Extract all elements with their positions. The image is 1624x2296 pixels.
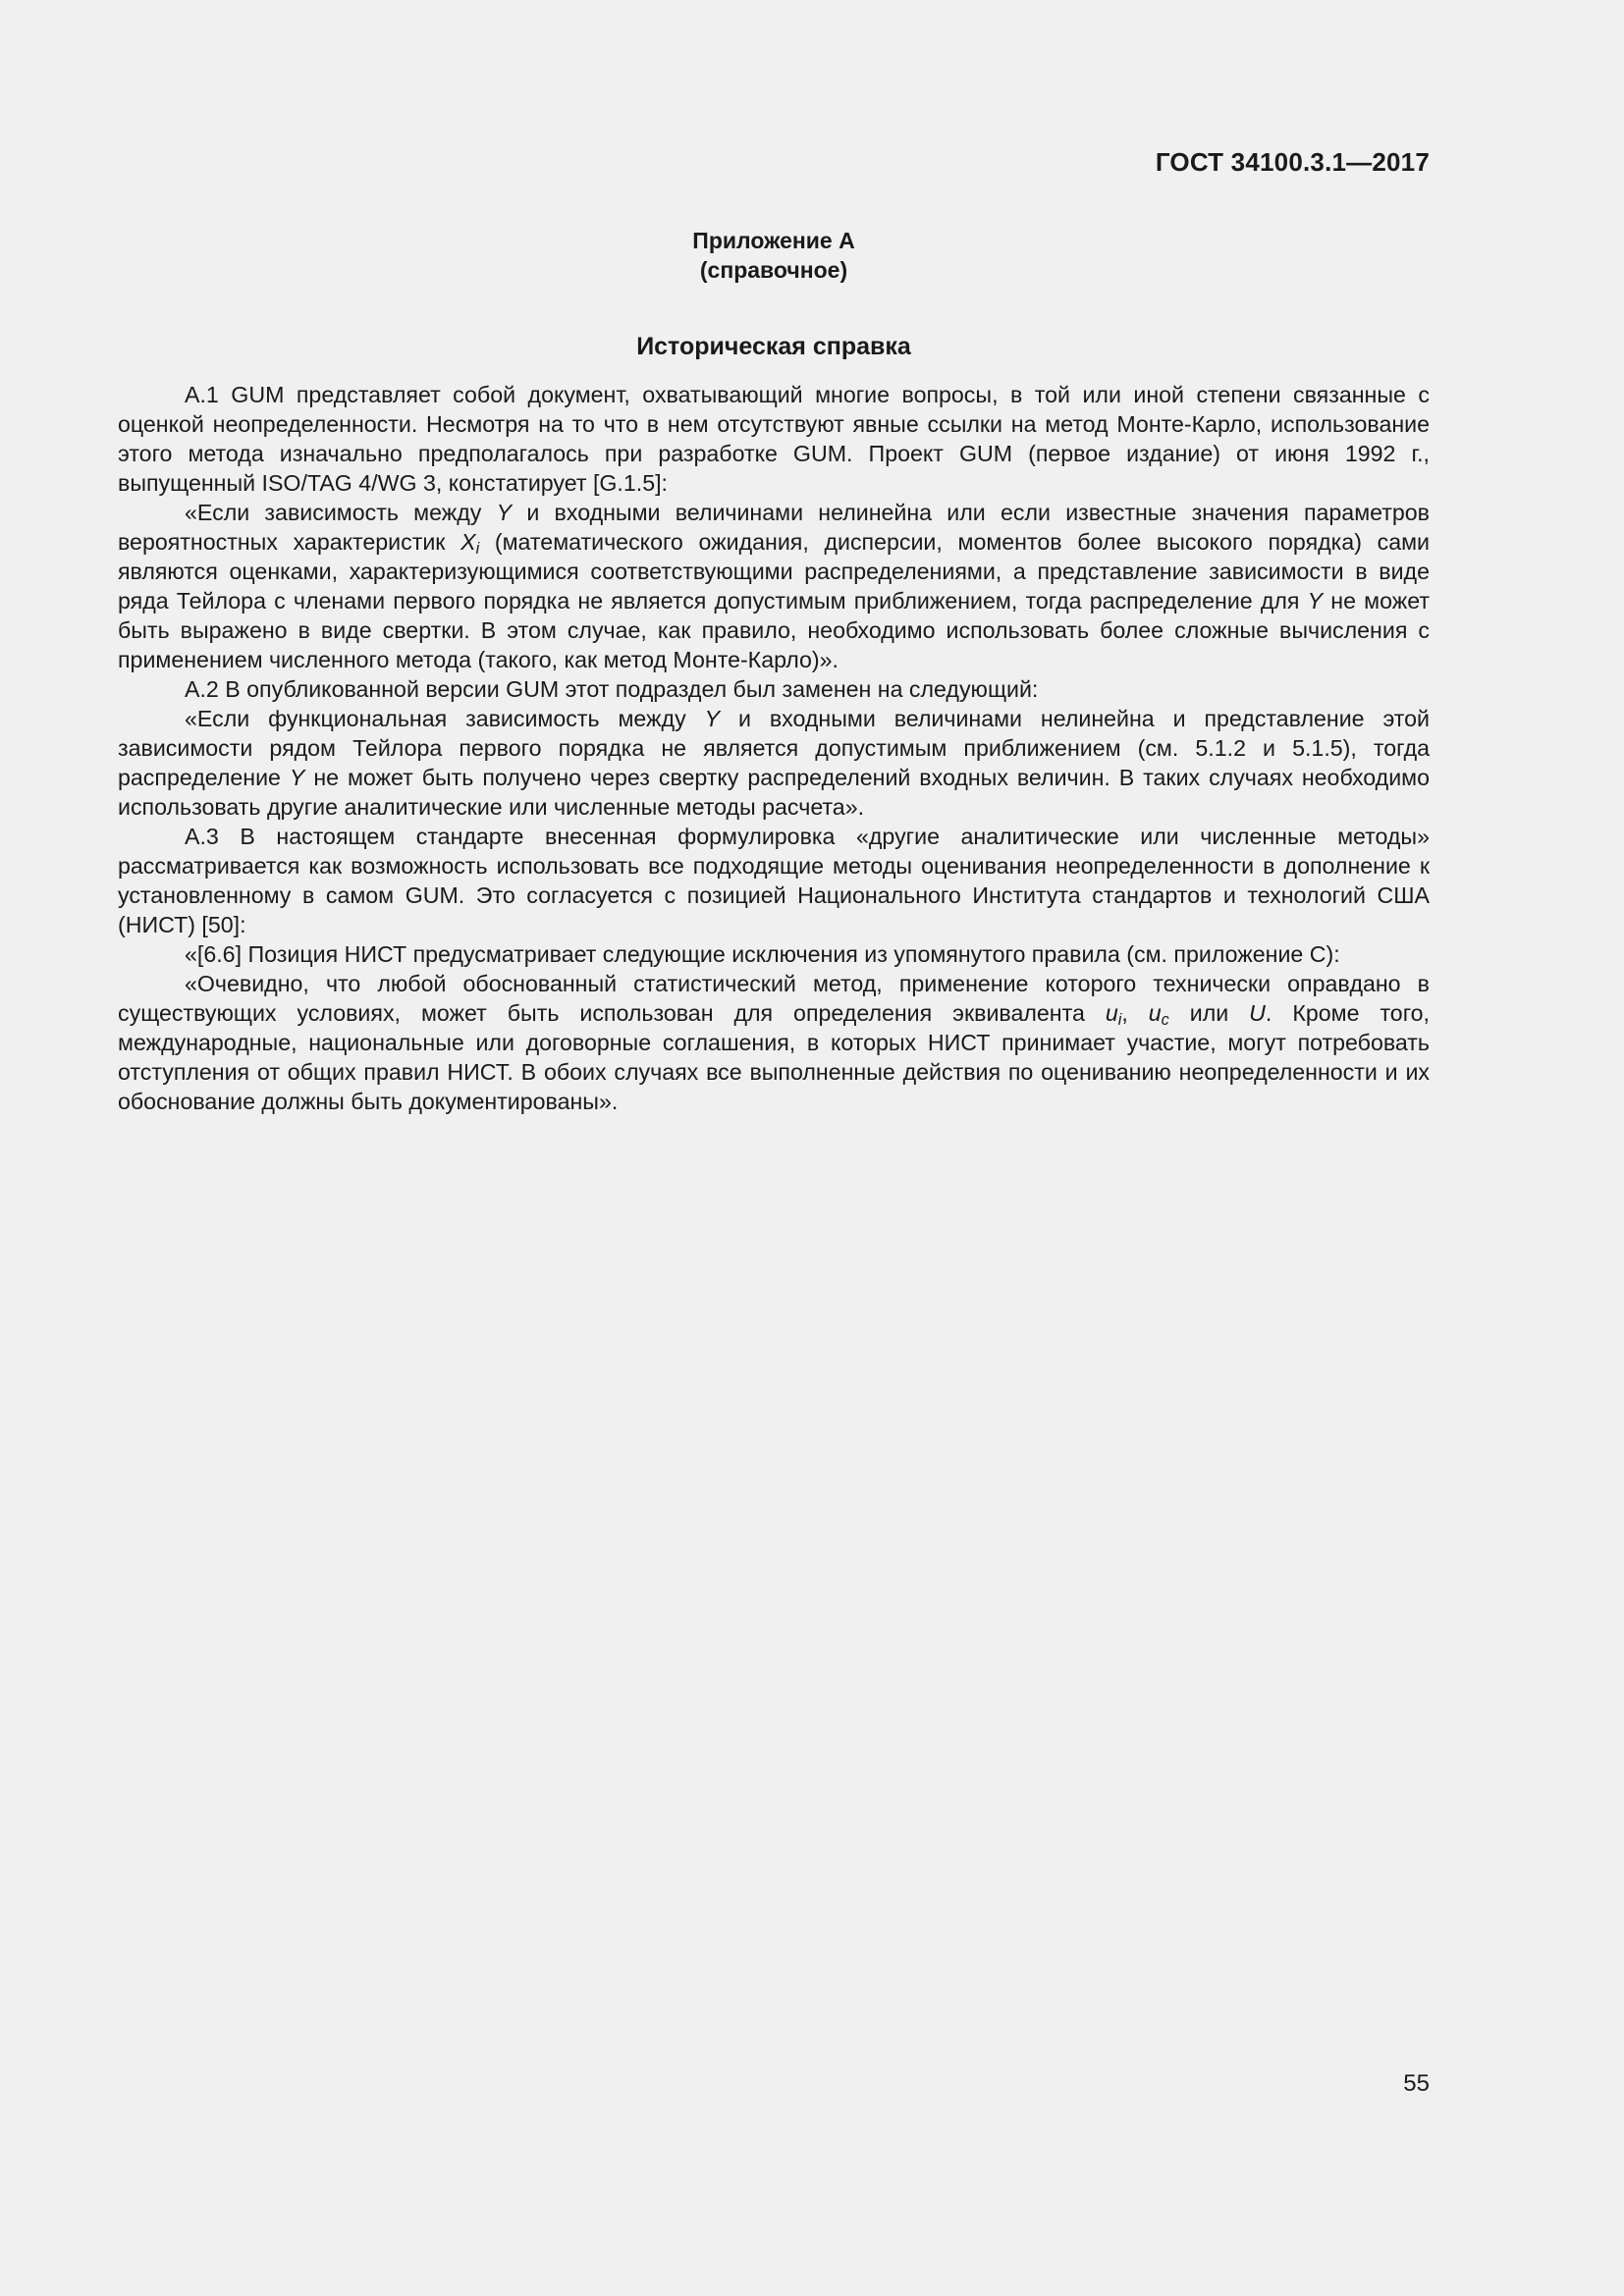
paragraph-nist-position: «[6.6] Позиция НИСТ предусматривает следующие исключения из упомянутого правила (см. приложение С): [185,941,1340,967]
text-run: «Очевидно, что любой обоснованный статистический метод, применение которого технически оправдано в существующих условиях, может быть использован для определения эквивалента [118,971,1430,1026]
variable-y: Y [704,706,721,731]
text-run: и входными величинами нелинейна и представление этой зависимости рядом Тейлора первого порядка не является допустимым приближением (см. 5.1.2 и 5.1.5), тогда распределение [118,706,1430,790]
text-run: не может быть выражено в виде свертки. В этом случае, как правило, необходимо использовать более сложные вычисления с применением численного метода (такого, как метод Монте-Карло)». [118,588,1430,672]
variable-x: X [460,529,476,555]
annex-type: (справочное) [699,257,848,283]
text-run: не может быть получено через свертку распределений входных величин. В таких случаях необходимо использовать другие аналитические или численные методы расчета». [118,765,1430,820]
variable-u: u [1105,1000,1118,1026]
document-body [118,380,1430,1116]
paragraph-a3: А.3 В настоящем стандарте внесенная формулировка «другие аналитические или численные методы» рассматривается как возможность использовать все подходящие методы оценивания неопределенности в дополнение к установленному в самом GUM. Это согласуется с позицией Национального Института стандартов и технологий США (НИСТ) [50]: [118,824,1430,937]
paragraph-a1: А.1 GUM представляет собой документ, охватывающий многие вопросы, в той или иной степени связанные с оценкой неопределенности. Несмотря на то что в нем отсутствуют явные ссылки на метод Монте-Карло, использование этого метода изначально предполагалось при разработке GUM. Проект GUM (первое издание) от июня 1992 г., выпущенный ISO/TAG 4/WG 3, констатирует [G.1.5]: [118,382,1430,496]
subscript-i: i [475,540,480,558]
text-run: . Кроме того, международные, национальные или договорные соглашения, в которых НИСТ принимает участие, могут потребовать отступления от общих правил НИСТ. В обоих случаях все выполненные действия по оцениванию неопределенности и их обоснование должны быть документированы». [118,1000,1430,1114]
variable-y: Y [289,765,305,790]
paragraph-quote-3 [118,969,1430,1116]
annex-heading [118,226,1430,285]
text-run: и входными величинами нелинейна или если известные значения параметров вероятностных характеристик [118,500,1430,555]
text-run: (математического ожидания, дисперсии, моментов более высокого порядка) сами являются оценками, характеризующимися соответствующими распределениями, а представление зависимости в виде ряда Тейлора с членами первого порядка не является допустимым приближением, тогда распределение для [118,529,1430,614]
page-number: 55 [1403,2070,1430,2097]
annex-title: Приложение А [692,228,855,253]
paragraph-quote-1 [118,498,1430,674]
text-run: , [1121,1000,1149,1026]
text-run: или [1168,1000,1250,1026]
subscript-i: i [1117,1011,1122,1029]
section-title: Историческая справка [636,333,911,360]
paragraph-a2: А.2 В опубликованной версии GUM этот подраздел был заменен на следующий: [185,676,1039,702]
text-run: «Если функциональная зависимость между [185,706,705,731]
subscript-c: c [1161,1011,1169,1029]
variable-u: u [1148,1000,1162,1026]
variable-U: U [1249,1000,1266,1026]
variable-y: Y [496,500,513,525]
variable-y: Y [1307,588,1324,614]
document-code: ГОСТ 34100.3.1—2017 [1155,147,1430,177]
text-run: «Если зависимость между [185,500,497,525]
paragraph-quote-2 [118,704,1430,822]
document-page [118,0,1430,2296]
